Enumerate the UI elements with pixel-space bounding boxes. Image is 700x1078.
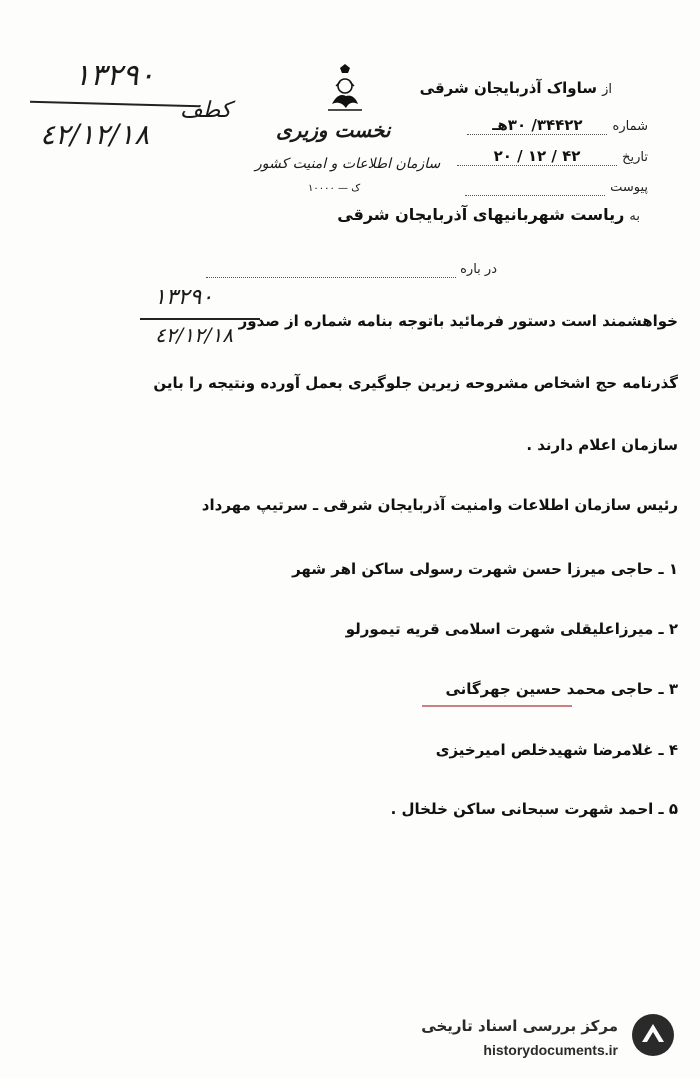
about-dots [206,262,456,278]
handwritten-note: کطف [180,98,232,123]
archive-logo-icon [630,1012,676,1058]
handwritten-divider [30,101,200,107]
handwritten-reference-date: ٤٢/١٢/١٨ [155,323,233,347]
list-item-1: ۱ ـ حاجی میرزا حسن شهرت رسولی ساکن اهر شهر [292,560,678,578]
number-value: ۳۴۴۲۲/ ۳۰هـ [492,116,583,134]
header-date-row [457,146,648,166]
lion-and-sun-emblem-icon [320,64,370,114]
list-item-5: ۵ ـ احمد شهرت سبحانی ساکن خلخال . [390,800,678,818]
handwritten-registration-date: ٤٢/١٢/١٨ [40,118,150,151]
letterhead-organization: سازمان اطلاعات و امنیت کشور [255,156,441,172]
header-attachment-row [465,176,648,196]
red-underline [422,705,572,707]
date-label: تاریخ [622,150,648,165]
body-line-passport: گذرنامه حج اشخاص مشروحه زیرین جلوگیری بعمل آورده ونتیجه را باین [153,374,678,392]
from-label: از [602,82,612,97]
to-value: ریاست شهربانیهای آذربایجان شرقی [337,205,625,224]
letterhead-office: نخست وزیری [276,118,391,142]
handwritten-registration-number: ١٣٢٩٠ [74,58,155,93]
about-row [182,262,497,278]
header-from-row [420,78,612,97]
handwritten-reference-number: ١٣٢٩٠ [154,285,214,310]
signature-line: رئیس سازمان اطلاعات وامنیت آذربایجان شرقی ـ سرتیپ مهرداد [201,496,678,514]
number-label: شماره [612,119,648,134]
list-item-2: ۲ ـ میرزاعلیقلی شهرت اسلامی قریه تیمورلو [345,620,678,638]
attachment-label: پیوست [610,180,648,195]
date-value: ۴۲ / ۱۲ / ۲۰ [493,147,581,165]
body-line-request: خواهشمند است دستور فرمائید باتوجه بنامه شماره از صدور [238,312,678,330]
header-number-row [467,115,648,135]
list-item-4: ۴ ـ غلامرضا شهیدخلص امیرخیزی [435,741,678,759]
watermark-title: مرکز بررسی اسناد تاریخی [421,1017,618,1035]
from-value: ساواک آذربایجان شرقی [419,79,598,97]
to-label: به [629,209,640,224]
watermark-url: historydocuments.ir [483,1042,618,1058]
attachment-dots [465,176,605,196]
body-line-report: سازمان اعلام دارند . [526,436,678,454]
list-item-3: ۳ ـ حاجی محمد حسین جهرگانی [445,680,678,698]
letterhead-code: ۱۰۰۰۰ — ک [308,183,361,194]
about-label: در باره [460,262,497,277]
header-to-row [337,205,640,224]
